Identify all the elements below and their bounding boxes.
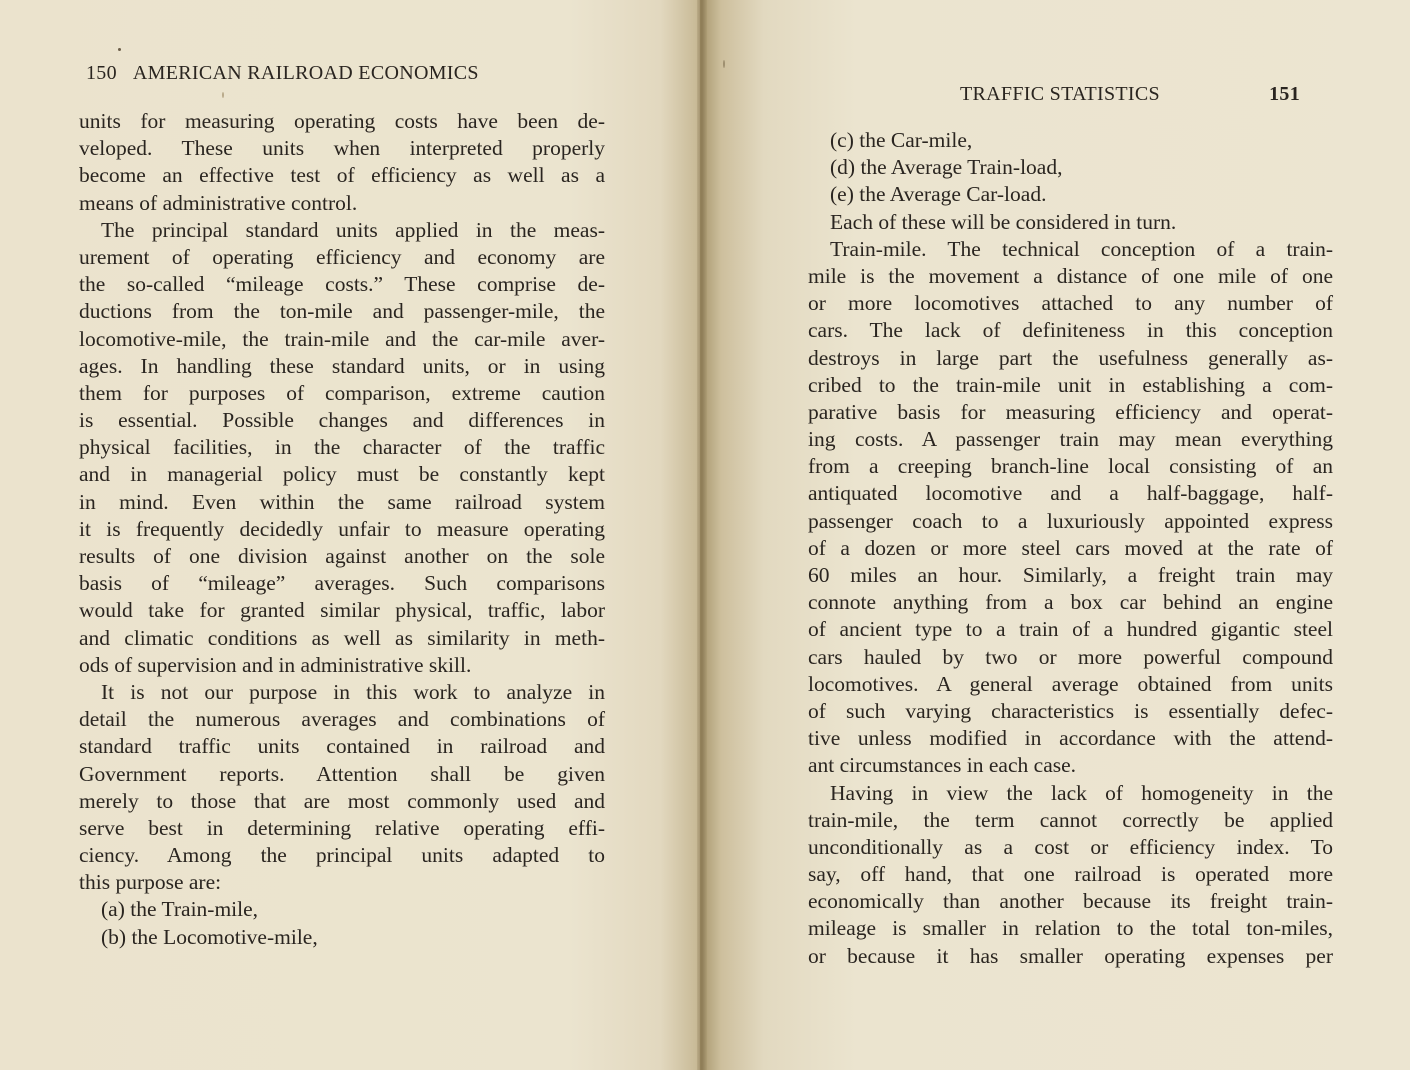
text-line: mileage is smaller in relation to the total ton-miles, bbox=[808, 916, 1333, 941]
text-line: units for measuring operating costs have been de- bbox=[79, 109, 605, 133]
text-line: in mind. Even within the same railroad system bbox=[79, 489, 605, 514]
text-line: serve best in determining relative operating effi- bbox=[79, 815, 605, 840]
list-item: (c) the Car-mile, bbox=[830, 128, 973, 152]
text-line: of such varying characteristics is essentially defec- bbox=[808, 698, 1333, 723]
text-line: them for purposes of comparison, extreme caution bbox=[79, 380, 605, 405]
text-line: ductions from the ton-mile and passenger-mile, the bbox=[79, 299, 605, 324]
text-line: veloped. These units when interpreted properly bbox=[79, 136, 605, 161]
text-line: Each of these will be considered in turn. bbox=[830, 209, 1177, 234]
text-line: connote anything from a box car behind an engine bbox=[808, 590, 1333, 615]
left-page-body bbox=[79, 108, 605, 951]
text-line: from a creeping branch-line local consisting of an bbox=[808, 454, 1333, 479]
text-line: train-mile, the term cannot correctly be applied bbox=[808, 807, 1333, 832]
text-line: of a dozen or more steel cars moved at the rate of bbox=[808, 535, 1333, 560]
text-line: ant circumstances in each case. bbox=[808, 753, 1077, 778]
text-line: it is frequently decidedly unfair to measure operating bbox=[79, 516, 605, 541]
running-head-title-right: TRAFFIC STATISTICS bbox=[960, 83, 1160, 105]
paper-speck bbox=[222, 92, 224, 98]
text-line: ages. In handling these standard units, or in using bbox=[79, 353, 605, 378]
text-line: or because it has smaller operating expenses per bbox=[808, 943, 1333, 968]
text-line: ods of supervision and in administrative skill. bbox=[79, 652, 472, 677]
text-line: is essential. Possible changes and differences in bbox=[79, 408, 605, 433]
text-line: destroys in large part the usefulness generally as- bbox=[808, 345, 1333, 370]
text-line: Having in view the lack of homogeneity in the bbox=[830, 780, 1333, 805]
running-head-title-left: AMERICAN RAILROAD ECONOMICS bbox=[132, 62, 479, 84]
text-line: detail the numerous averages and combinations of bbox=[79, 707, 605, 732]
paper-speck bbox=[723, 60, 725, 68]
text-line: and climatic conditions as well as similarity in meth- bbox=[79, 625, 605, 650]
text-line: locomotives. A general average obtained from units bbox=[808, 671, 1333, 696]
left-running-head bbox=[86, 62, 606, 85]
section-heading-line: Train-mile. The technical conception of a train- bbox=[830, 236, 1333, 261]
text-line: mile is the movement a distance of one mile of one bbox=[808, 263, 1333, 288]
text-line: standard traffic units contained in railroad and bbox=[79, 734, 605, 759]
right-page-body bbox=[808, 127, 1333, 970]
text-line: antiquated locomotive and a half-baggage, half- bbox=[808, 481, 1333, 506]
text-line: say, off hand, that one railroad is operated more bbox=[808, 862, 1333, 887]
text-line: It is not our purpose in this work to analyze in bbox=[101, 679, 605, 704]
text-line: of ancient type to a train of a hundred gigantic steel bbox=[808, 617, 1333, 642]
text-line: become an effective test of efficiency as well as a bbox=[79, 163, 605, 188]
text-line: urement of operating efficiency and economy are bbox=[79, 244, 605, 269]
paper-speck bbox=[118, 48, 121, 51]
text-line: unconditionally as a cost or efficiency index. To bbox=[808, 834, 1333, 859]
list-item: (e) the Average Car-load. bbox=[830, 182, 1047, 207]
text-line: would take for granted similar physical, traffic, labor bbox=[79, 598, 605, 623]
text-line: results of one division against another on the sole bbox=[79, 544, 605, 568]
text-line: physical facilities, in the character of the traffic bbox=[79, 435, 605, 460]
page-number-left: 150 bbox=[86, 62, 117, 84]
book-gutter bbox=[697, 0, 707, 1070]
text-line: parative basis for measuring efficiency and operat- bbox=[808, 399, 1333, 424]
text-line: ing costs. A passenger train may mean everything bbox=[808, 427, 1333, 452]
text-line: locomotive-mile, the train-mile and the car-mile aver- bbox=[79, 326, 605, 351]
text-line: tive unless modified in accordance with the attend- bbox=[808, 726, 1333, 751]
text-line: passenger coach to a luxuriously appointed express bbox=[808, 508, 1333, 533]
text-line: cars. The lack of definiteness in this conception bbox=[808, 318, 1333, 343]
list-item: (b) the Locomotive-mile, bbox=[101, 924, 318, 949]
list-item: (d) the Average Train-load, bbox=[830, 155, 1063, 180]
text-line: this purpose are: bbox=[79, 870, 222, 895]
text-line: merely to those that are most commonly used and bbox=[79, 788, 605, 813]
text-line: cars hauled by two or more powerful compound bbox=[808, 644, 1333, 669]
text-line: means of administrative control. bbox=[79, 190, 358, 215]
text-line: basis of “mileage” averages. Such comparisons bbox=[79, 571, 605, 596]
text-line: the so-called “mileage costs.” These comprise de- bbox=[79, 272, 605, 297]
list-item: (a) the Train-mile, bbox=[101, 897, 259, 922]
text-line: economically than another because its freight train- bbox=[808, 889, 1333, 914]
text-line: cribed to the train-mile unit in establishing a com- bbox=[808, 372, 1333, 397]
text-line: The principal standard units applied in the meas- bbox=[101, 217, 605, 242]
page-number-right: 151 bbox=[1269, 83, 1300, 105]
text-line: 60 miles an hour. Similarly, a freight train may bbox=[808, 563, 1333, 587]
text-line: Government reports. Attention shall be given bbox=[79, 761, 605, 786]
text-line: and in managerial policy must be constantly kept bbox=[79, 462, 605, 487]
text-line: ciency. Among the principal units adapted to bbox=[79, 843, 605, 868]
text-line: or more locomotives attached to any number of bbox=[808, 291, 1333, 316]
